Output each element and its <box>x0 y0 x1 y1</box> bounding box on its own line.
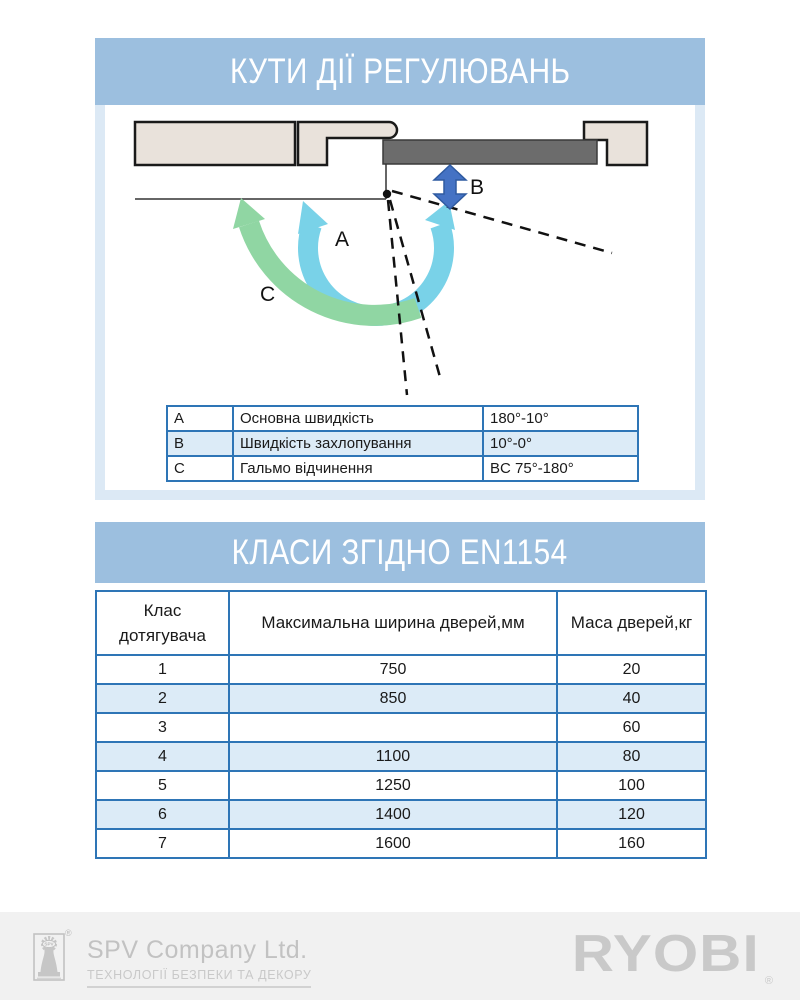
table-row <box>96 684 706 713</box>
zone-name: Гальмо відчинення <box>233 456 483 481</box>
table-row <box>96 771 706 800</box>
class-cell: 4 <box>96 742 229 771</box>
table-row <box>96 800 706 829</box>
hinge-pivot-dot <box>383 190 391 198</box>
width-cell: 1600 <box>229 829 557 858</box>
table-row <box>167 431 638 456</box>
width-cell: 1400 <box>229 800 557 829</box>
table-row <box>96 829 706 858</box>
mass-cell: 120 <box>557 800 706 829</box>
col-header-class: Клас дотягувача <box>96 591 229 655</box>
spv-company-name: SPV Company Ltd. <box>87 936 308 964</box>
panel2-title-band <box>95 522 705 583</box>
zone-key: A <box>167 406 233 431</box>
mass-cell: 80 <box>557 742 706 771</box>
diagram-label-b: B <box>470 176 485 199</box>
zone-value: 180°-10° <box>483 406 638 431</box>
class-cell: 2 <box>96 684 229 713</box>
spv-company-block <box>87 936 311 988</box>
panel1-title-band <box>95 38 705 105</box>
col-header-mass: Маса дверей,кг <box>557 591 706 655</box>
mass-cell: 160 <box>557 829 706 858</box>
adjustment-angles-panel <box>95 38 705 500</box>
spv-tagline: ТЕХНОЛОГІЇ БЕЗПЕКИ ТА ДЕКОРУ <box>87 968 311 988</box>
arrow-b-double-headed <box>434 165 466 209</box>
zone-name: Швидкість захлопування <box>233 431 483 456</box>
speed-zones-table <box>166 405 639 482</box>
door-jamb-left <box>298 122 397 165</box>
table-row <box>96 742 706 771</box>
zone-key: B <box>167 431 233 456</box>
width-cell <box>229 713 557 742</box>
door-closer-angle-diagram <box>95 105 705 405</box>
col-header-width: Максимальна ширина дверей,мм <box>229 591 557 655</box>
zone-value: BC 75°-180° <box>483 456 638 481</box>
table-row <box>167 406 638 431</box>
ryobi-registered-mark: ® <box>764 975 773 987</box>
mass-cell: 100 <box>557 771 706 800</box>
mass-cell: 60 <box>557 713 706 742</box>
door-leaf <box>383 140 597 164</box>
mass-cell: 20 <box>557 655 706 684</box>
class-cell: 7 <box>96 829 229 858</box>
mass-cell: 40 <box>557 684 706 713</box>
spv-logo-icon <box>33 933 65 983</box>
diagram-label-c: C <box>260 283 276 306</box>
diagram-label-a: A <box>335 228 350 251</box>
zone-value: 10°-0° <box>483 431 638 456</box>
table-row <box>96 655 706 684</box>
panel1-title: КУТИ ДІЇ РЕГУЛЮВАНЬ <box>229 51 571 91</box>
panel2-title: КЛАСИ ЗГІДНО EN1154 <box>232 532 568 572</box>
wall-section-left <box>135 122 295 165</box>
class-cell: 1 <box>96 655 229 684</box>
table-row <box>167 456 638 481</box>
table-header-row <box>96 591 706 655</box>
width-cell: 850 <box>229 684 557 713</box>
table-row <box>96 713 706 742</box>
class-cell: 3 <box>96 713 229 742</box>
zone-name: Основна швидкість <box>233 406 483 431</box>
zone-key: C <box>167 456 233 481</box>
spv-logo-body <box>41 948 58 972</box>
width-cell: 1250 <box>229 771 557 800</box>
width-cell: 750 <box>229 655 557 684</box>
ryobi-logo: RYOBI <box>572 925 760 983</box>
en1154-class-table <box>95 590 707 859</box>
en1154-classes-panel <box>95 522 705 859</box>
spv-registered-mark: ® <box>65 928 72 938</box>
spv-monogram: SPV <box>44 941 54 947</box>
class-cell: 5 <box>96 771 229 800</box>
footer <box>0 912 800 1000</box>
class-cell: 6 <box>96 800 229 829</box>
width-cell: 1100 <box>229 742 557 771</box>
